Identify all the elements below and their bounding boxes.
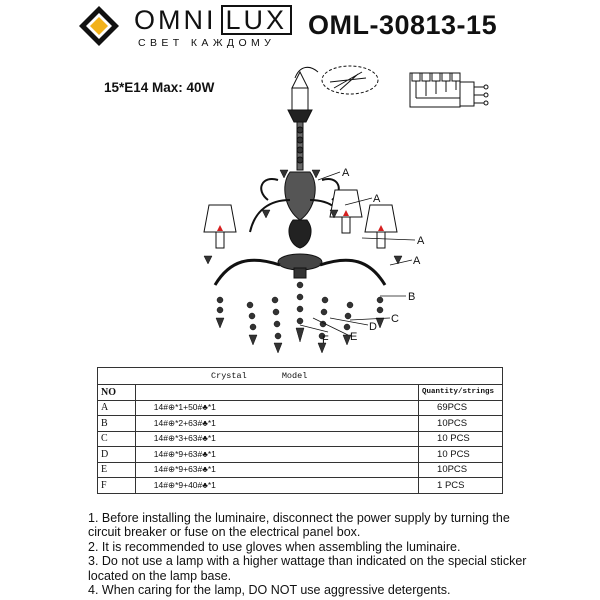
callout-b: B [408, 291, 416, 303]
note-4: 4. When caring for the lamp, DO NOT use aggressive detergents. [88, 583, 451, 598]
callout-e: E [350, 331, 358, 343]
note-3: 3. Do not use a lamp with a higher wattage than indicated on the special sticker located on the lamp base. [88, 554, 527, 583]
caption-crystal: Crystal [211, 370, 247, 381]
row-qty: 10PCS [419, 462, 503, 478]
table-row [98, 431, 503, 447]
row-no: B [98, 416, 136, 432]
row-no: D [98, 447, 136, 463]
lamp-spec: 15*E14 Max: 40W [104, 80, 215, 95]
header-desc [135, 385, 418, 401]
brand-logo [78, 3, 298, 49]
row-desc: 14#⊕*2+63#♣*1 [135, 416, 418, 432]
header-qty: Quantity/strings [419, 385, 503, 401]
row-no: C [98, 431, 136, 447]
brand-name [134, 5, 292, 36]
row-qty: 10PCS [419, 416, 503, 432]
callout-d: D [369, 321, 377, 333]
row-desc: 14#⊕*9+40#♣*1 [135, 478, 418, 494]
callout-f: F [322, 334, 329, 346]
table-row [98, 462, 503, 478]
row-desc: 14#⊕*3+63#♣*1 [135, 431, 418, 447]
note-1: 1. Before installing the luminaire, disconnect the power supply by turning the circuit breaker or fuse on the electrical panel box. [88, 511, 510, 540]
table-row [98, 478, 503, 494]
crystal-table [97, 367, 503, 500]
table-row [98, 400, 503, 416]
row-no: F [98, 478, 136, 494]
table-row [98, 416, 503, 432]
row-desc: 14#⊕*1+50#♣*1 [135, 400, 418, 416]
brand-lux: LUX [221, 5, 293, 35]
table-header-row [98, 385, 503, 401]
row-no: A [98, 400, 136, 416]
callout-a3: A [417, 235, 425, 247]
row-no: E [98, 462, 136, 478]
row-qty: 1 PCS [419, 478, 503, 494]
callout-a1: A [342, 167, 350, 179]
header-no: NO [98, 385, 136, 401]
ceiling-cap-icon [288, 66, 378, 122]
row-qty: 10 PCS [419, 431, 503, 447]
wiring-diagram-icon [410, 73, 488, 107]
caption-model: Model [281, 370, 308, 381]
logo-diamond-icon [78, 5, 120, 47]
note-2: 2. It is recommended to use gloves when assembling the luminaire. [88, 539, 461, 554]
callout-a4: A [413, 255, 421, 267]
callout-a2: A [373, 193, 381, 205]
callout-c: C [391, 313, 399, 325]
row-desc: 14#⊕*9+63#♣*1 [135, 462, 418, 478]
row-desc: 14#⊕*9+63#♣*1 [135, 447, 418, 463]
model-number: OML-30813-15 [308, 10, 498, 40]
brand-tagline: СВЕТ КАЖДОМУ [138, 37, 276, 49]
table-caption [98, 368, 503, 385]
brand-omni: OMNI [134, 5, 217, 35]
chandelier-drawing [0, 60, 600, 360]
row-qty: 69PCS [419, 400, 503, 416]
safety-notes [88, 511, 528, 597]
row-qty: 10 PCS [419, 447, 503, 463]
table-row [98, 447, 503, 463]
